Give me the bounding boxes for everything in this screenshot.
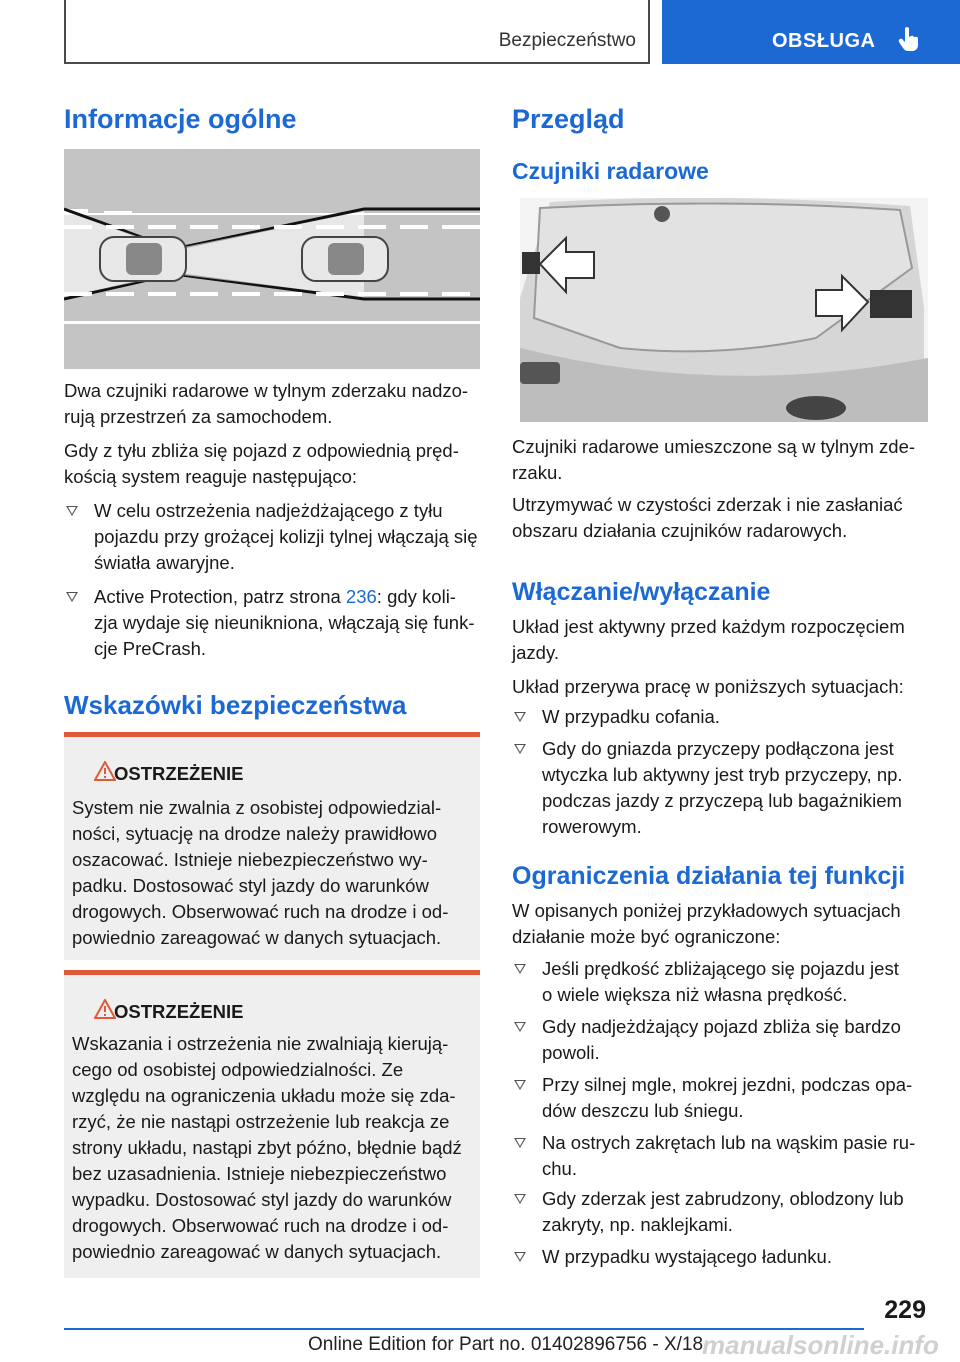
warning-box-2: [64, 970, 480, 1278]
bullet-triangle-icon: [514, 1194, 526, 1204]
warning-triangle-icon: [94, 999, 116, 1019]
bullet-triangle-icon: [514, 1080, 526, 1090]
para-description-2: Gdy z tyłu zbliża się pojazd z odpowiednią pręd- kością system reaguje następująco:: [64, 440, 459, 487]
heading-on-off: Włączanie/wyłączanie: [512, 578, 771, 606]
bullet-triangle-icon: [514, 1252, 526, 1262]
bullet-triangle-icon: [514, 964, 526, 974]
header-section-box: [64, 0, 650, 64]
car-front: [302, 237, 388, 281]
footer-edition: Online Edition for Part no. 01402896756 - X/18: [308, 1334, 704, 1355]
hand-pointer-icon: [898, 26, 920, 52]
para-sensor-cleaning: Utrzymywać w czystości zderzak i nie zasłaniać obszaru działania czujników radarowych.: [512, 494, 903, 541]
car-rear: [100, 237, 186, 281]
para-active: Układ jest aktywny przed każdym rozpoczęciem jazdy.: [512, 616, 905, 663]
header-tab-obsluga[interactable]: [662, 0, 960, 64]
warning-text: Wskazania i ostrzeżenia nie zwalniają kierują- cego od osobistej odpowiedzialności. Ze względu na ograniczenia układu może się zda- rzyć, że nie nastąpi ostrzeżenie lub reakcja ze strony układu, nastąpi zbyt późno, błędnie bądź bez uzasadnienia. Istnieje niebezpieczeństwo wypadku. Dostosować styl jazdy do warunków drogowych. Obserwować ruch na drodze i od- powiednio zareagować w danych sytuacjach.: [72, 1033, 462, 1262]
warning-text: System nie zwalnia z osobistej odpowiedzial- ności, sytuację na drodze należy prawidłowo oszacować. Istnieje niebezpieczeństwo wy- padku. Dostosować styl jazdy do warunków drogowych. Obserwować ruch na drodze i od- powiednio zareagować w danych sytuacjach.: [72, 797, 449, 948]
bullet-triangle-icon: [514, 1022, 526, 1032]
bullet-triangle-icon: [66, 506, 78, 516]
para-description-1: Dwa czujniki radarowe w tylnym zderzaku nadzo- rują przestrzeń za samochodem.: [64, 380, 469, 427]
heading-general-info: Informacje ogólne: [64, 104, 297, 134]
heading-overview: Przegląd: [512, 104, 625, 134]
bullet-triangle-icon: [514, 1138, 526, 1148]
car-rear-bumper-image: [520, 198, 928, 422]
heading-limits: Ograniczenia działania tej funkcji: [512, 862, 906, 890]
bullet-triangle-icon: [514, 712, 526, 722]
warning-title: OSTRZEŻENIE: [114, 763, 244, 784]
page-number: 229: [884, 1296, 926, 1324]
heading-radar-sensors: Czujniki radarowe: [512, 158, 709, 184]
bullet-triangle-icon: [514, 744, 526, 754]
heading-safety: Wskazówki bezpieczeństwa: [64, 690, 407, 720]
warning-box-1: [64, 732, 480, 960]
watermark-logo: manualsonline.info: [702, 1330, 939, 1360]
traffic-diagram-image: [64, 149, 480, 369]
header-tab-label: OBSŁUGA: [772, 30, 876, 52]
para-limits-intro: W opisanych poniżej przykładowych sytuacjach działanie może być ograniczone:: [512, 900, 901, 947]
para-interrupt: Układ przerywa pracę w poniższych sytuacjach:: [512, 676, 904, 697]
page-link-236[interactable]: 236: [345, 586, 377, 607]
para-sensor-location: Czujniki radarowe umieszczone są w tylnym zde- rzaku.: [512, 436, 916, 483]
header-section-title: Bezpieczeństwo: [498, 30, 636, 51]
warning-triangle-icon: [94, 761, 116, 781]
warning-title: OSTRZEŻENIE: [114, 1001, 244, 1022]
bullet-triangle-icon: [66, 592, 78, 602]
